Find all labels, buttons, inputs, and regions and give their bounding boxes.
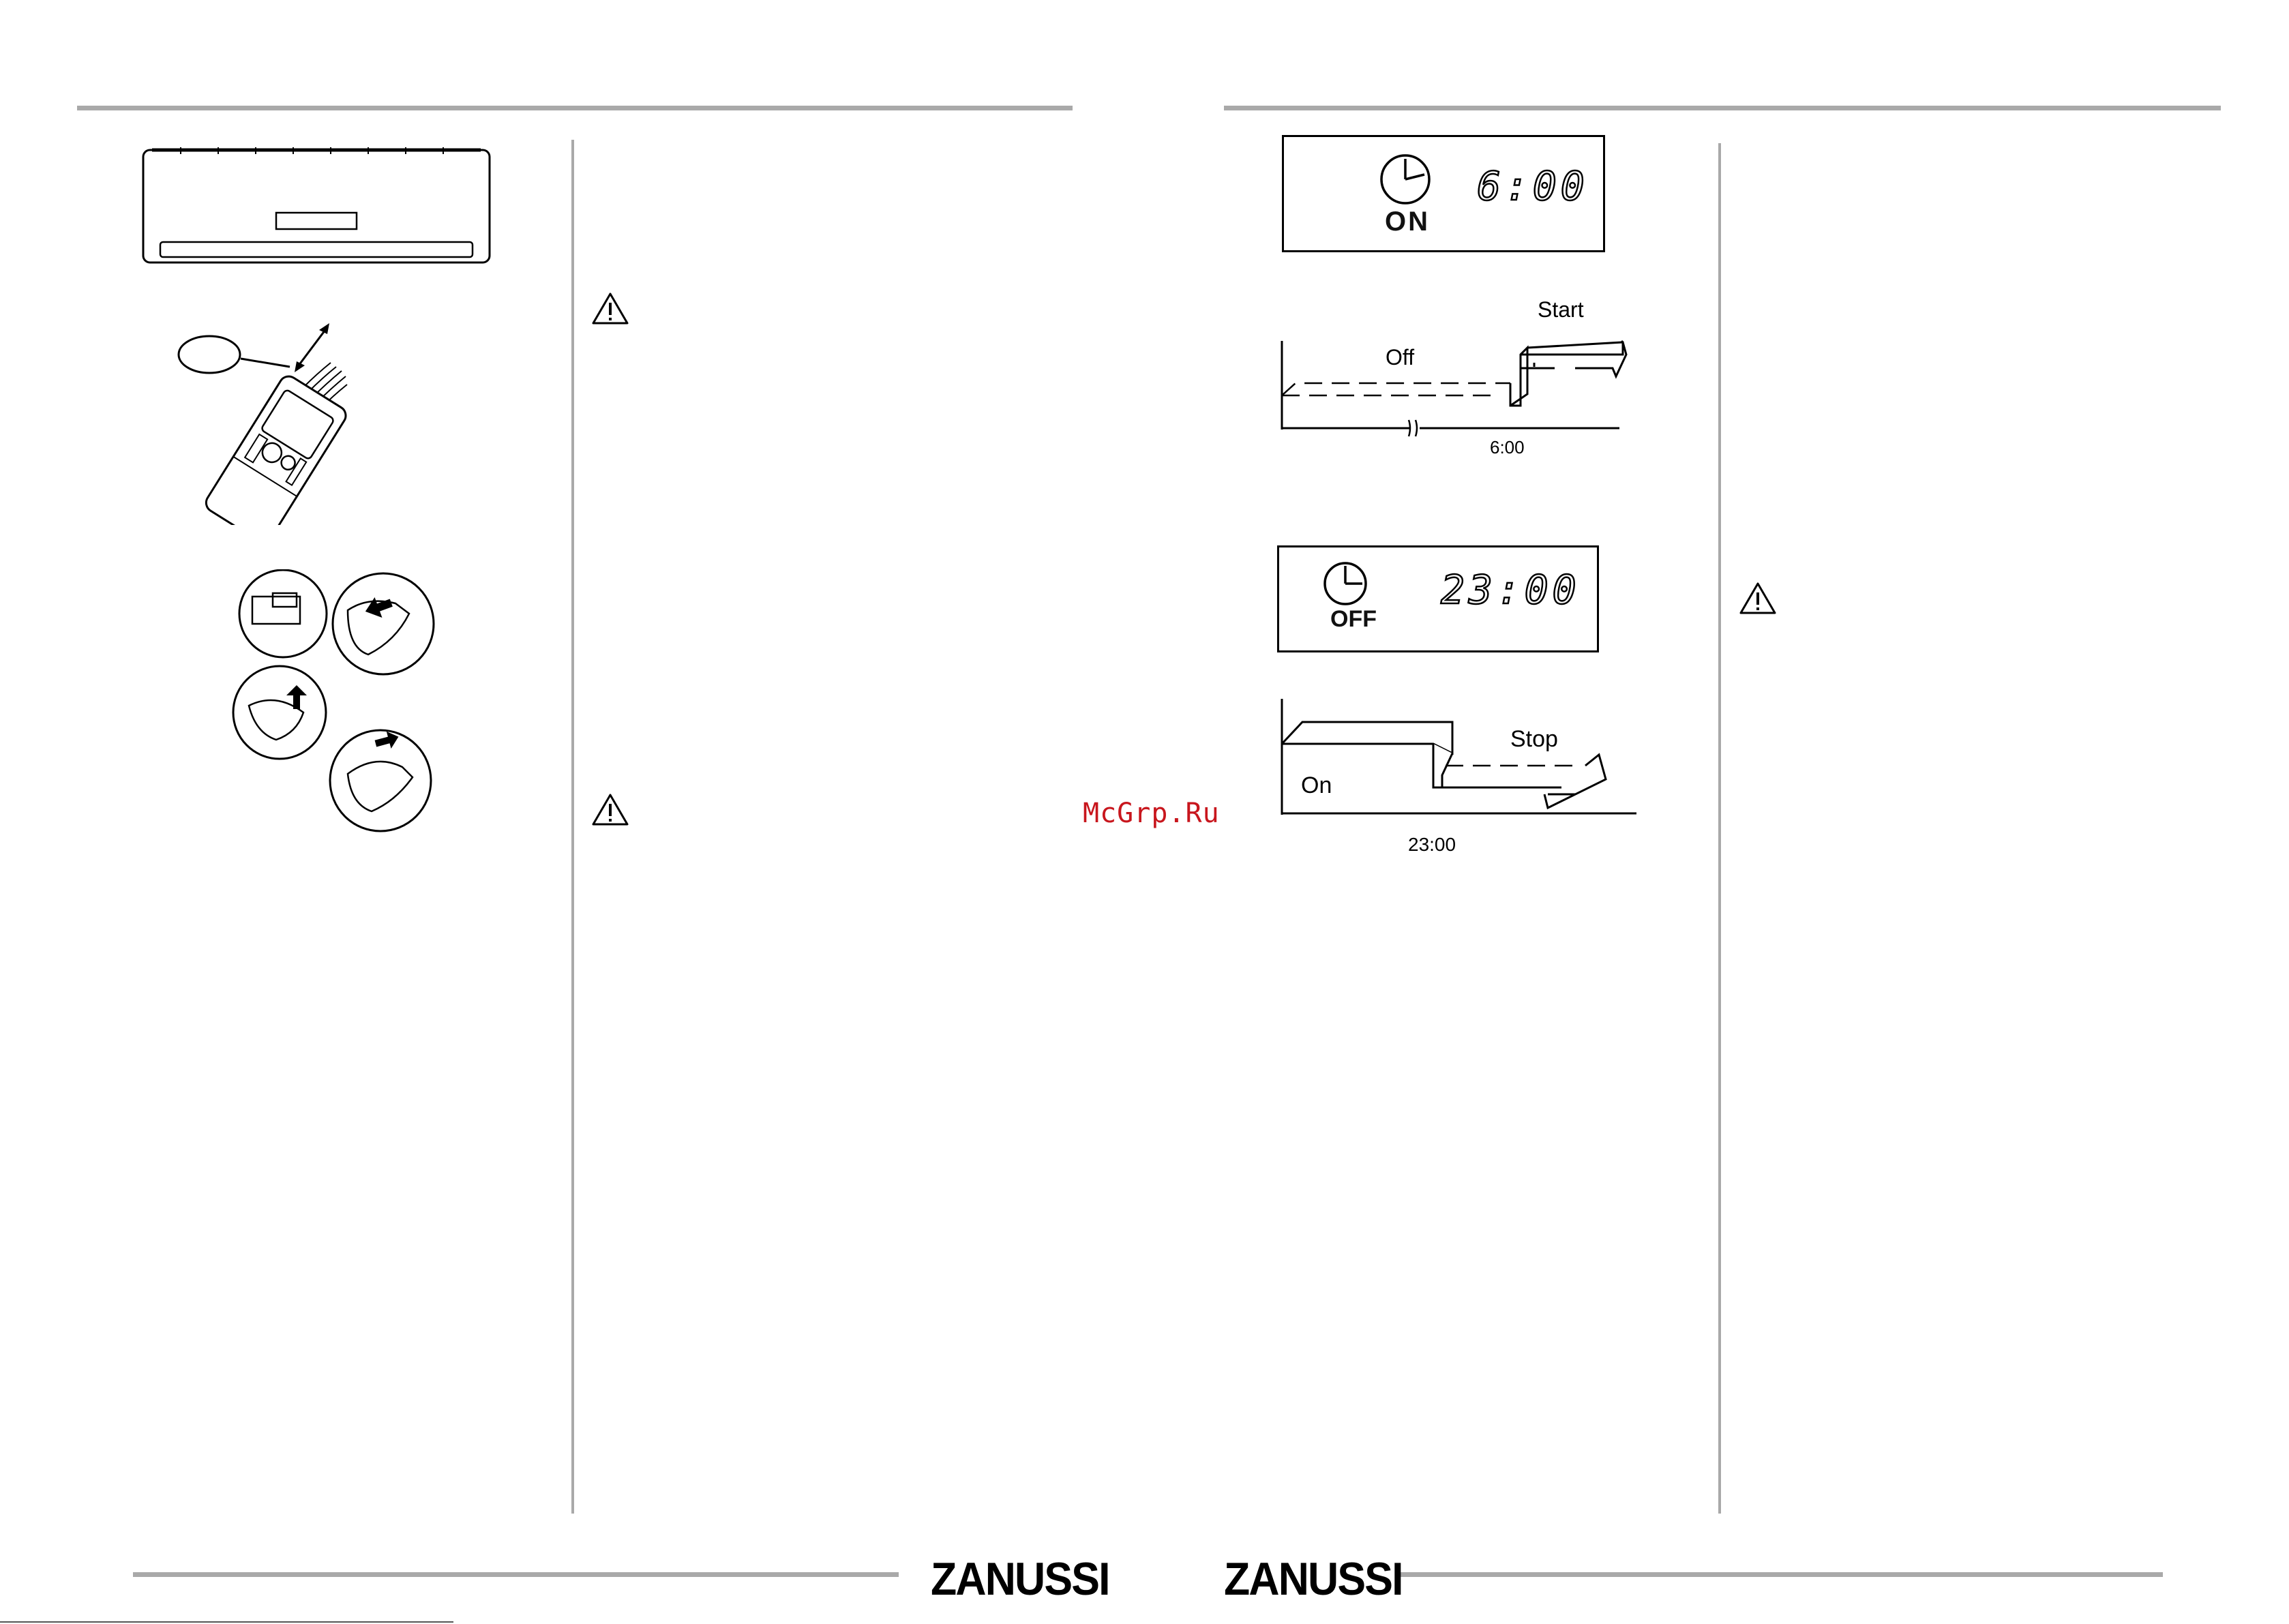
watermark-text: McGrp.Ru — [1083, 798, 1220, 829]
timer-on-graph-off-label: Off — [1386, 345, 1415, 370]
bottom-rule-left — [133, 1572, 899, 1577]
timer-off-graph-stop-label: Stop — [1510, 726, 1558, 752]
warning-icon — [1739, 582, 1777, 616]
warning-icon — [591, 292, 629, 326]
clock-icon — [1378, 152, 1433, 207]
indoor-unit-illustration — [140, 145, 494, 267]
timer-on-label: ON — [1385, 207, 1430, 237]
timer-on-graph-time-label: 6:00 — [1490, 437, 1525, 457]
brand-logo-left: ZANUSSI — [931, 1553, 1109, 1605]
bottom-rule-right — [1396, 1572, 2163, 1577]
top-rule-left — [77, 106, 1073, 110]
timer-on-graph-start-label: Start — [1538, 297, 1584, 322]
timer-off-time: 23:00 — [1441, 567, 1581, 613]
timer-on-time: 6:00 — [1477, 163, 1589, 209]
brand-logo-right: ZANUSSI — [1224, 1553, 1403, 1605]
filter-removal-illustration — [232, 569, 443, 842]
column-divider-left — [571, 140, 574, 1514]
warning-icon — [591, 793, 629, 827]
timer-on-display — [1282, 135, 1605, 252]
page-edge-line — [0, 1621, 453, 1623]
timer-off-graph-on-label: On — [1301, 772, 1332, 798]
clock-icon — [1321, 560, 1369, 607]
remote-control-illustration — [174, 314, 378, 525]
timer-off-display — [1277, 545, 1599, 652]
column-divider-right — [1718, 143, 1721, 1514]
top-rule-right — [1224, 106, 2221, 110]
timer-off-graph-time-label: 23:00 — [1408, 834, 1456, 855]
timer-on-graph — [1275, 286, 1630, 464]
timer-off-label: OFF — [1330, 606, 1377, 632]
timer-off-graph — [1275, 692, 1643, 866]
